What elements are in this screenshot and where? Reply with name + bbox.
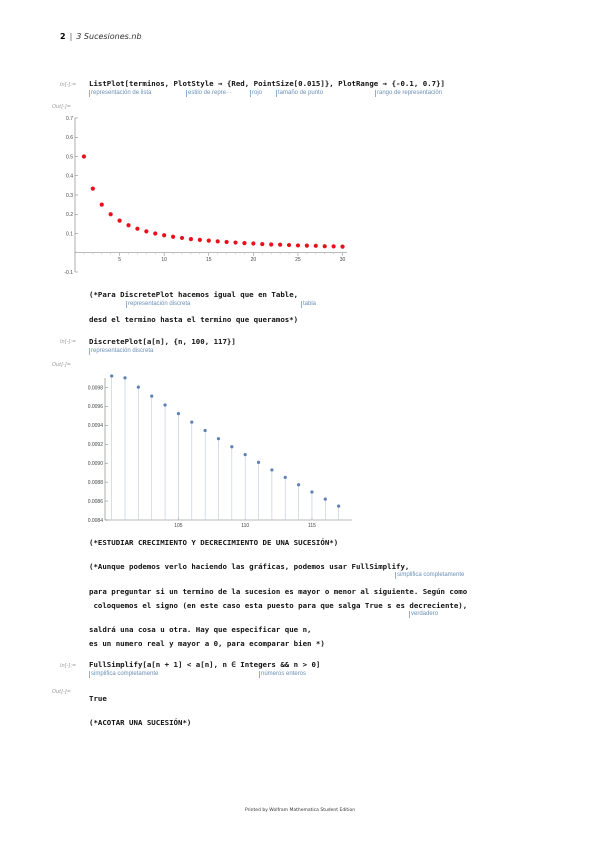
data-point [323, 244, 327, 248]
data-point [189, 237, 193, 241]
out-label: Out[-]= [52, 689, 71, 695]
data-point [260, 242, 264, 246]
data-point [297, 483, 300, 486]
data-point [91, 187, 95, 191]
data-point [233, 240, 237, 244]
comment-discreteplot-line2[interactable]: desd el termino hasta el termino que queramos*) [89, 315, 299, 324]
output-true: True [89, 694, 107, 703]
data-point [126, 223, 130, 227]
comment-discreteplot-line1[interactable]: (*Para DiscretePlot hacemos igual que en Table, [89, 290, 299, 299]
input-cell-discreteplot[interactable]: DiscretePlot[a[n], {n, 100, 117}] [89, 337, 236, 346]
data-point [269, 242, 273, 246]
data-point [310, 490, 313, 493]
data-point [270, 468, 273, 471]
input-cell-listplot[interactable]: ListPlot[terminos, PlotStyle → {Red, PointSize[0.015]}, PlotRange → {-0.1, 0.7}] [89, 79, 445, 88]
out-label: Out[-]= [52, 362, 71, 368]
comment-fullsimplify-line2[interactable]: para preguntar si un termino de la sucesion es mayor o menor al siguiente. Según como [89, 587, 468, 596]
y-tick-label: 0.0088 [87, 479, 103, 486]
comment-acotar[interactable]: (*ACOTAR UNA SUCESIÓN*) [89, 718, 192, 727]
hint-plotstyle: estilo de repre··· [188, 90, 233, 96]
in-label: In[-]:= [60, 663, 77, 669]
hint-true: verdadero [411, 611, 439, 617]
data-point [305, 244, 309, 248]
comment-fullsimplify-line3[interactable]: coloquemos el signo (en este caso esta puesto para que salga True s es decreciente), [89, 601, 468, 610]
data-point [117, 219, 121, 223]
comment-crecimiento[interactable]: (*ESTUDIAR CRECIMIENTO Y DECRECIMIENTO DE UNA SUCESIÓN*) [89, 538, 339, 547]
hint-integers: números enteros [261, 671, 307, 677]
page-number: 2 [60, 32, 66, 41]
x-tick-label: 30 [339, 256, 346, 263]
hint-fullsimplify-input: simplifica completamente [91, 671, 159, 677]
discreteplot-chart [62, 370, 362, 530]
data-point [284, 476, 287, 479]
data-point [100, 203, 104, 207]
footer: Printed by Wolfram Mathematica Student Edition [244, 808, 356, 813]
data-point [225, 240, 229, 244]
data-point [332, 244, 336, 248]
hint-pointsize: tamaño de punto [278, 90, 324, 96]
data-point [137, 385, 140, 388]
page-header [60, 32, 142, 41]
notebook-title: 3 Sucesiones.nb [76, 32, 142, 41]
out-label: Out[-]= [52, 104, 71, 110]
data-point [287, 243, 291, 247]
data-point [296, 243, 300, 247]
data-point [144, 229, 148, 233]
y-tick-label: 0.0090 [87, 461, 103, 467]
y-tick-label: 0.0084 [87, 517, 103, 524]
data-point [177, 412, 180, 415]
y-tick-label: 0.0092 [87, 442, 103, 449]
x-tick-label: 20 [250, 256, 257, 263]
data-point [217, 437, 220, 440]
header-separator: | [69, 32, 73, 41]
y-tick-label: 0.5 [66, 154, 73, 161]
data-point [135, 227, 139, 231]
data-point [110, 374, 113, 377]
data-point [123, 376, 126, 379]
hint-table: tabla [303, 301, 317, 307]
y-tick-label: 0.4 [66, 173, 73, 180]
data-point [162, 233, 166, 237]
data-point [257, 461, 260, 464]
y-tick-label: 0.1 [66, 231, 73, 238]
data-point [82, 154, 86, 158]
hint-red: rojo [252, 90, 263, 96]
in-label: In[-]:= [60, 82, 77, 88]
data-point [190, 421, 193, 424]
listplot-chart [62, 110, 362, 278]
data-point [150, 394, 153, 397]
x-tick-label: 110 [241, 523, 250, 529]
hint-discreteplot: representación discreta [128, 301, 191, 307]
y-tick-label: 0.7 [66, 115, 73, 122]
y-tick-label: 0.3 [66, 192, 73, 199]
y-tick-label: 0.0098 [87, 385, 103, 392]
input-cell-fullsimplify[interactable]: FullSimplify[a[n + 1] < a[n], n ∈ Integers && n > 0] [89, 660, 321, 669]
in-label: In[-]:= [60, 339, 77, 345]
comment-fullsimplify-line1[interactable]: (*Aunque podemos verlo haciendo las gráficas, podemos usar FullSimplify, [89, 562, 410, 571]
y-tick-label: 0.0096 [87, 404, 103, 411]
data-point [153, 231, 157, 235]
data-point [109, 212, 113, 216]
x-tick-label: 115 [307, 523, 316, 529]
data-point [337, 504, 340, 507]
data-point [251, 241, 255, 245]
x-tick-label: 10 [161, 256, 167, 263]
hint-fullsimplify: simplifica completamente [397, 572, 465, 578]
hint-discreteplot-input: representación discreta [91, 348, 154, 354]
y-tick-label: 0.0094 [87, 423, 103, 430]
x-tick-label: 105 [174, 523, 183, 529]
hint-listplot: representación de lista [91, 90, 152, 96]
y-tick-label: 0.2 [66, 212, 73, 219]
data-point [324, 497, 327, 500]
comment-fullsimplify-line5[interactable]: es un numero real y mayor a 0, para ecomparar bien *) [89, 639, 325, 648]
data-point [204, 429, 207, 432]
comment-fullsimplify-line4[interactable]: saldrá una cosa u otra. Hay que especificar que n, [89, 625, 312, 634]
x-tick-label: 25 [295, 256, 301, 263]
data-point [244, 453, 247, 456]
data-point [230, 445, 233, 448]
data-point [278, 243, 282, 247]
data-point [198, 238, 202, 242]
y-tick-label: -0.1 [64, 269, 73, 276]
data-point [340, 244, 344, 248]
data-point [163, 403, 166, 406]
data-point [180, 236, 184, 240]
data-point [314, 244, 318, 248]
hint-plotrange: rango de representación [377, 90, 443, 96]
x-tick-label: 15 [205, 256, 212, 263]
x-tick-label: 5 [118, 256, 121, 263]
data-point [216, 239, 220, 243]
data-point [242, 241, 246, 245]
data-point [171, 235, 175, 239]
y-tick-label: 0.0086 [87, 498, 103, 505]
data-point [207, 239, 211, 243]
y-tick-label: 0.6 [66, 135, 73, 142]
